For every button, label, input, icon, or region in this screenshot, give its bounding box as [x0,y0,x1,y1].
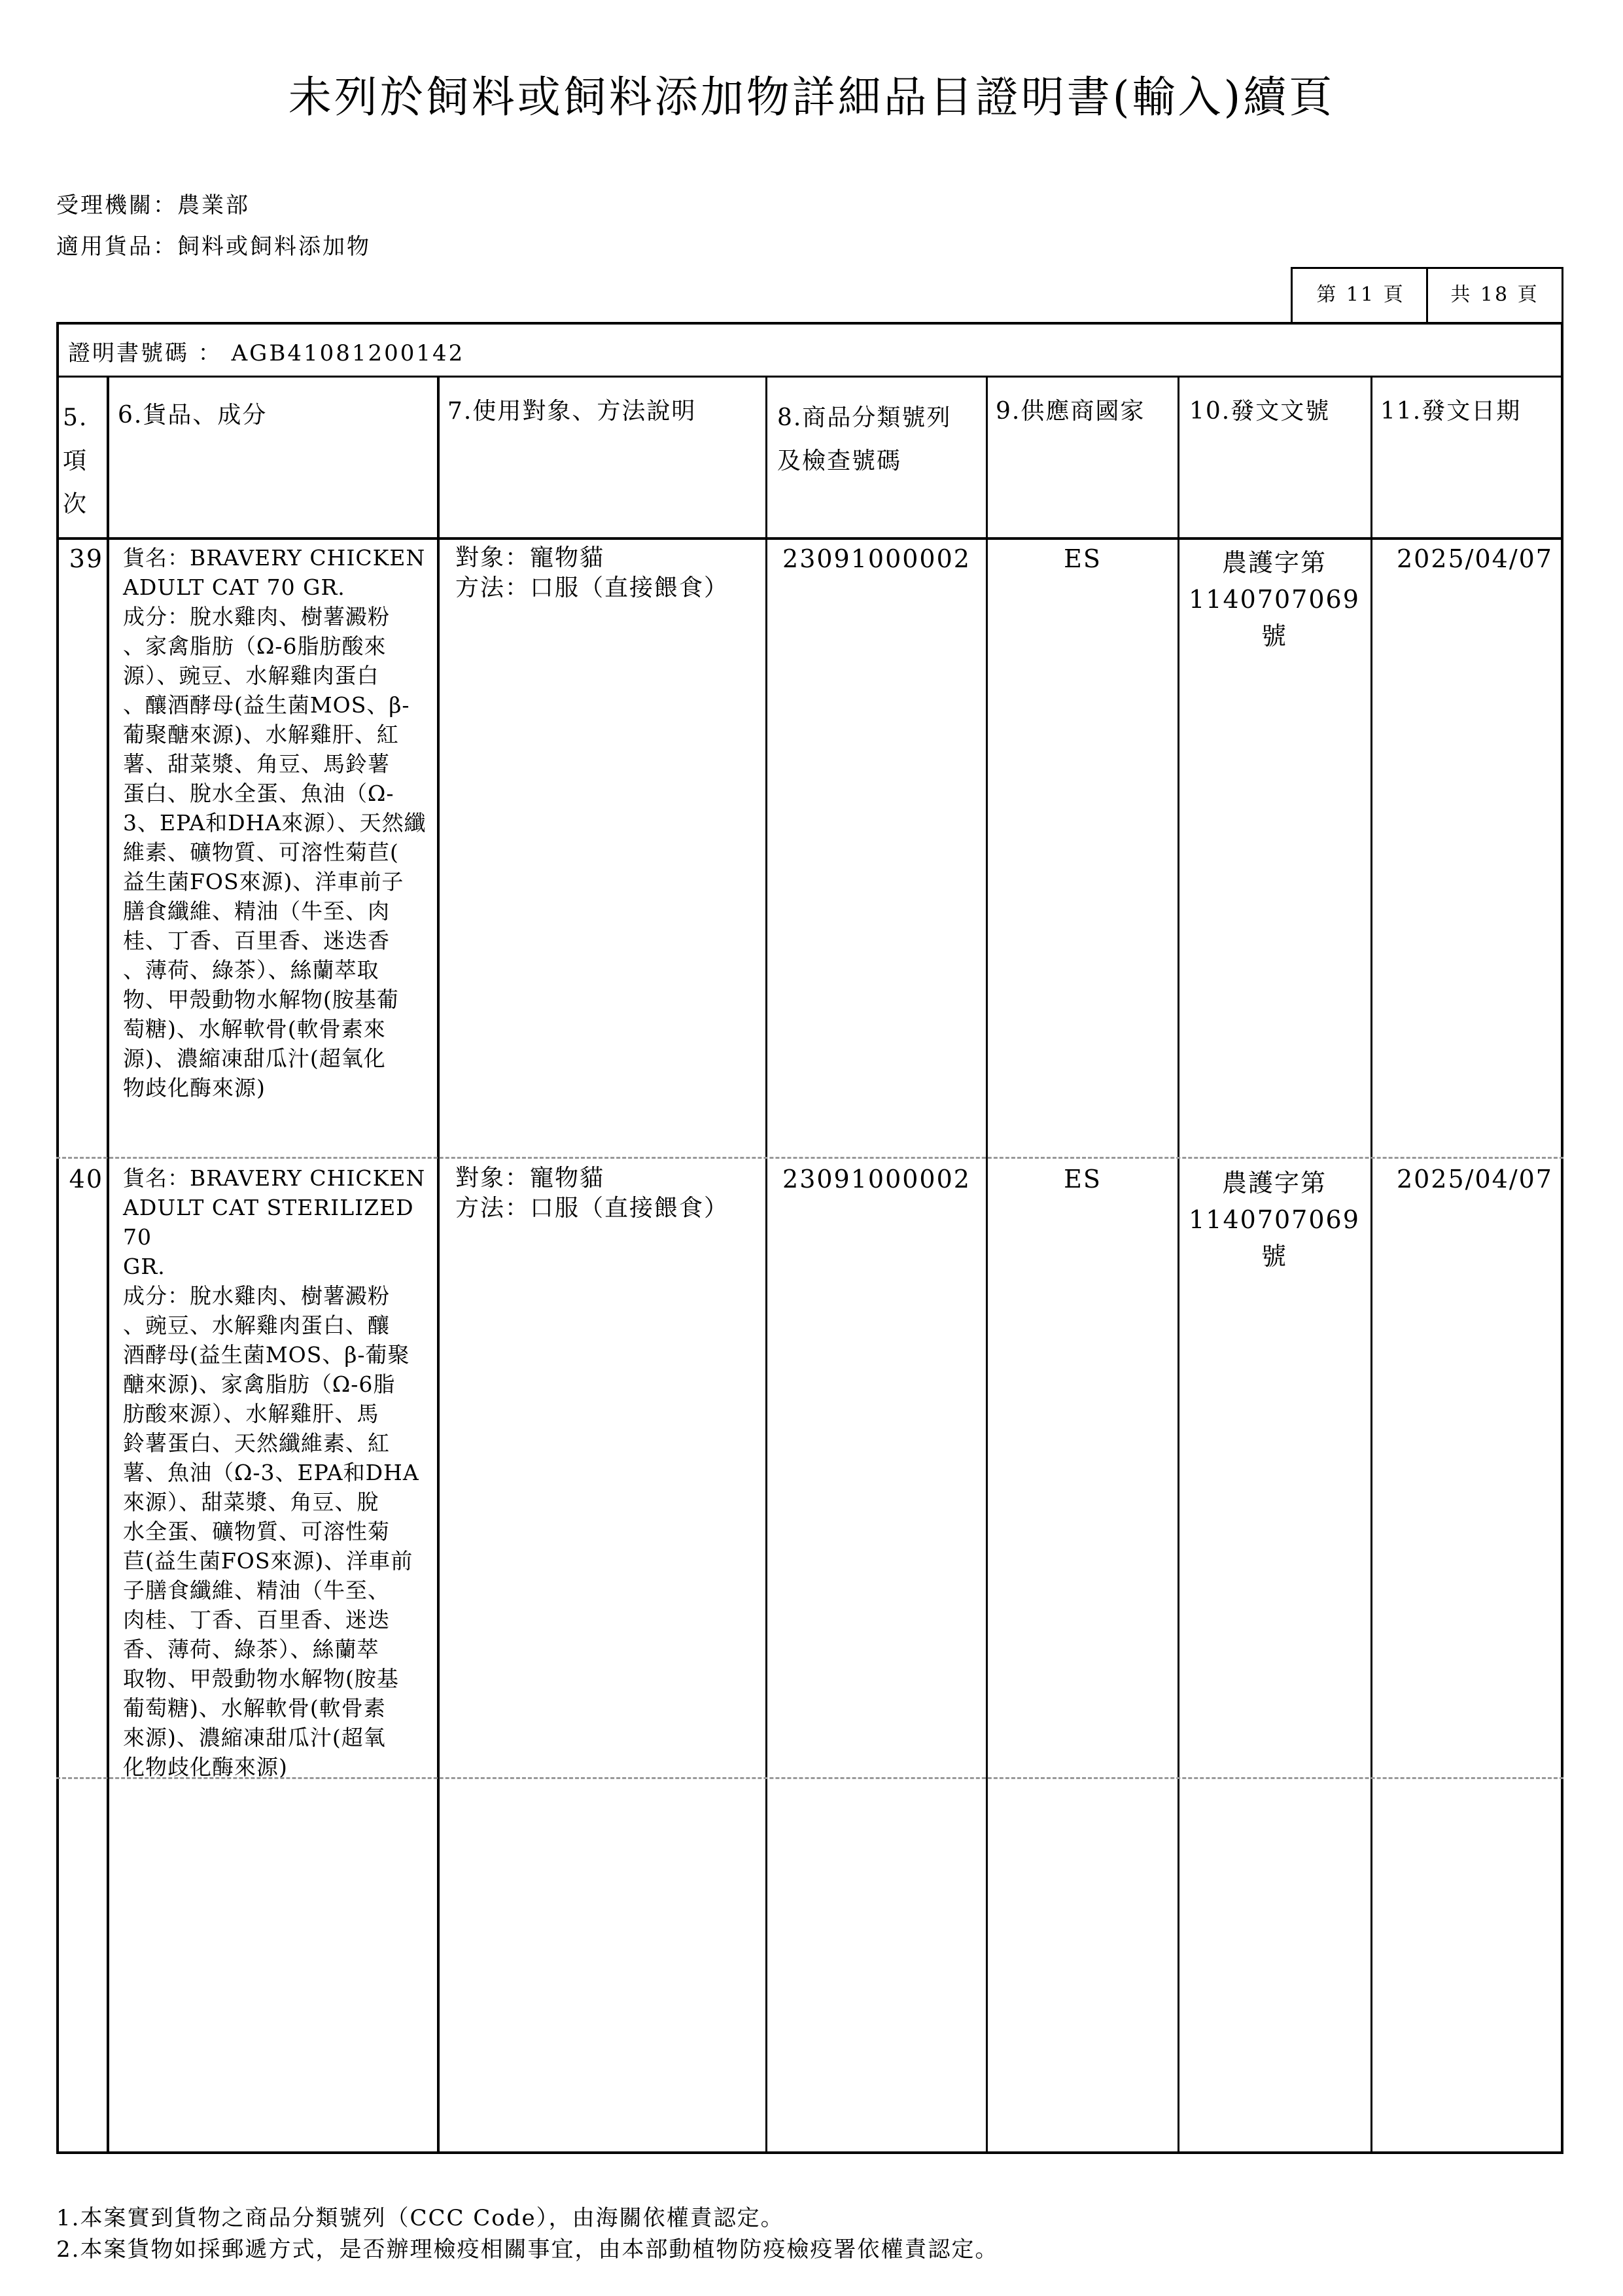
header-ccc: 8.商品分類號列 及檢查號碼 [777,404,952,474]
note-2: 2.本案貨物如採郵遞方式，是否辦理檢疫相關事宜，由本部動植物防疫檢疫署依權責認定。 [56,2236,999,2263]
item-number: 39 [69,544,103,573]
header-product: 6.貨品、成分 [118,402,268,429]
page-current: 第 11 頁 [1316,283,1405,306]
header-usage: 7.使用對象、方法說明 [447,398,697,425]
issue-date: 2025/04/07 [1396,1165,1553,1193]
supplier-country: ES [1064,1165,1102,1193]
note-1: 1.本案實到貨物之商品分類號列（CCC Code），由海關依權責認定。 [56,2205,784,2231]
applicable-goods: 適用貨品：飼料或飼料添加物 [56,234,371,260]
document-number: 農護字第 1140707069 號 [1189,1169,1360,1271]
product-ingredients: 貨名：BRAVERY CHICKEN ADULT CAT STERILIZED 70 GR. 成分：脫水雞肉、樹薯澱粉 、豌豆、水解雞肉蛋白、釀 酒酵母(益生菌MOS、β-葡聚 醣來源)、家禽脂肪（Ω-6脂 肪酸來源）、水解雞肝、馬 鈴薯蛋白、天然纖維素、紅 薯、魚油（Ω-3、EPA和DHA 來源）、甜菜漿、角豆、脫 水全蛋、礦物質、可溶性菊 苣(益生菌FOS來源)、洋車前 子膳食纖維、精油（牛至、 肉桂、丁香、百里香、迷迭 香、薄荷、綠茶）、絲蘭萃 取物、甲殼動物水解物(胺基 葡萄糖)、水解軟骨(軟骨素 來源)、濃縮凍甜瓜汁(超氧 化物歧化酶來源) [123,1165,426,1780]
item-number: 40 [69,1165,103,1193]
header-item-no: 5. 項 次 [63,404,88,518]
usage-target: 對象：寵物貓 [455,1165,605,1192]
page-total: 共 18 頁 [1450,283,1539,306]
document-number: 農護字第 1140707069 號 [1189,548,1360,650]
header-doc-no: 10.發文文號 [1189,398,1331,425]
usage-method: 方法：口服（直接餵食） [455,574,729,601]
supplier-country: ES [1064,544,1102,573]
ccc-code: 23091000002 [782,1165,971,1193]
header-date: 11.發文日期 [1380,398,1522,425]
document-title: 未列於飼料或飼料添加物詳細品目證明書(輸入)續頁 [288,72,1335,122]
product-ingredients: 貨名：BRAVERY CHICKEN ADULT CAT 70 GR. 成分：脫水雞肉、樹薯澱粉 、家禽脂肪（Ω-6脂肪酸來 源）、豌豆、水解雞肉蛋白 、釀酒酵母(益生菌MOS、β- 葡聚醣來源)、水解雞肝、紅 薯、甜菜漿、角豆、馬鈴薯 蛋白、脫水全蛋、魚油（Ω- 3、EPA和DHA來源）、天然纖 維素、礦物質、可溶性菊苣( 益生菌FOS來源)、洋車前子 膳食纖維、精油（牛至、肉 桂、丁香、百里香、迷迭香 、薄荷、綠茶）、絲蘭萃取 物、甲殼動物水解物(胺基葡 萄糖)、水解軟骨(軟骨素來 源)、濃縮凍甜瓜汁(超氧化 物歧化酶來源) [123,545,427,1101]
certificate-number: 證明書號碼 ： AGB41081200142 [68,340,465,366]
agency: 受理機關：農業部 [56,192,250,219]
issue-date: 2025/04/07 [1396,544,1553,573]
usage-target: 對象：寵物貓 [455,544,605,571]
usage-method: 方法：口服（直接餵食） [455,1195,729,1222]
ccc-code: 23091000002 [782,544,971,573]
header-country: 9.供應商國家 [996,398,1145,425]
